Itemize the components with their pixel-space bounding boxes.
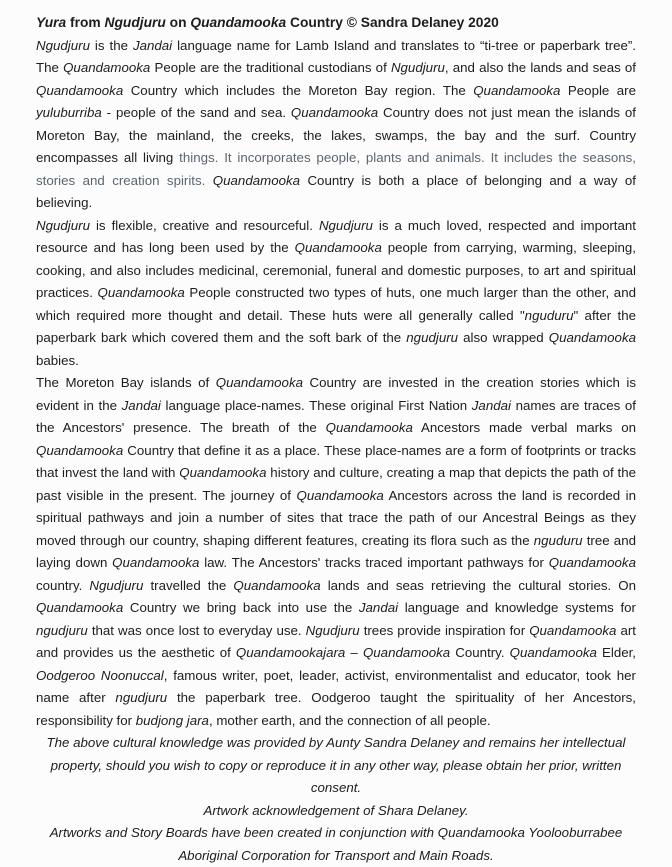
- paragraph-intro-ngudjuru: [36, 35, 636, 215]
- text-run: Artworks and Story Boards have been created in conjunction with Quandamooka Yoolooburrabee Aboriginal Corporation for Transport and Main Roads.: [49, 825, 623, 863]
- text-run: Quandamooka: [362, 645, 451, 660]
- text-run: Quandamooka: [548, 330, 636, 345]
- text-run: The Moreton Bay islands of: [36, 375, 216, 390]
- text-run: [205, 173, 212, 188]
- text-run: travelled the: [143, 577, 234, 593]
- text-run: - people of the sand and sea.: [101, 105, 291, 120]
- text-run: People constructed two types of huts, one much larger than the other, and which required more thought and detail. These huts were all generally called ": [36, 285, 636, 323]
- text-run: on: [165, 15, 191, 30]
- text-run: history and culture, creating a map that depicts the path of the past visible in the present. The journey of: [36, 465, 636, 503]
- text-run: Quandamooka: [36, 82, 124, 98]
- text-run: Country that define it as a place. These place-names are a form of footprints or tracks that invest the land with: [36, 442, 636, 480]
- text-run: Quandamooka: [325, 420, 413, 435]
- text-run: Quandamooka: [509, 645, 597, 660]
- text-run: Quandamooka: [529, 622, 617, 638]
- text-run: is flexible, creative and resourceful.: [89, 217, 319, 233]
- text-run: babies.: [36, 352, 79, 368]
- text-run: –: [345, 645, 363, 660]
- text-run: Country © Sandra Delaney 2020: [286, 15, 499, 30]
- text-run: Country.: [450, 645, 510, 660]
- text-run: trees provide inspiration for: [359, 622, 530, 638]
- footer-artwork-acknowledgement: [36, 800, 636, 823]
- text-run: ngudjuru: [406, 330, 459, 345]
- text-run: Country which includes the Moreton Bay region. The: [123, 82, 474, 98]
- text-run: people from carrying, warming, sleeping, cooking, and also includes medicinal, ceremonial, funeral and domestic purposes, to art and spiritual practices.: [36, 240, 636, 300]
- text-run: The above cultural knowledge was provided by Aunty Sandra Delaney and remains her intellectual property, should you wish to copy or reproduce it in any other way, please obtain her prior, written consent.: [46, 735, 626, 795]
- text-run: ngudjuru: [115, 690, 168, 705]
- text-run: Jandai: [132, 37, 173, 53]
- text-run: Jandai: [471, 397, 511, 413]
- text-run: language name for Lamb Island and translates to “ti-tree or paperbark tree”. The: [36, 37, 636, 75]
- text-run: People are the traditional custodians of: [150, 60, 391, 75]
- text-run: Quandamooka: [215, 375, 303, 390]
- text-run: that was once lost to everyday use.: [87, 622, 306, 638]
- text-run: also wrapped: [458, 330, 549, 345]
- text-run: Quandamooka: [190, 15, 287, 30]
- text-run: People are: [560, 82, 636, 98]
- text-run: Quandamooka: [36, 442, 124, 458]
- text-run: Quandamooka: [63, 60, 151, 75]
- text-run: Country does not just mean the islands of Moreton Bay, the mainland, the creeks, the lakes, swamps, the bay and the surf. Country encompasses all living: [36, 105, 636, 165]
- text-run: Ngudjuru: [104, 15, 166, 30]
- text-run: Quandamooka: [179, 465, 267, 480]
- text-run: Quandamooka: [294, 240, 382, 255]
- text-run: Quandamooka: [548, 555, 636, 570]
- text-run: is a much loved, respected and important resource and has long been used by the: [36, 217, 636, 255]
- text-run: Quandamooka: [212, 172, 301, 188]
- text-run: Ancestors made verbal marks on: [412, 420, 636, 435]
- text-run: ngudjuru: [36, 622, 88, 638]
- paragraph-ngudjuru-uses-huts: [36, 215, 636, 373]
- document-title: [36, 12, 636, 35]
- text-run: language place-names. These original First Nation: [160, 397, 472, 413]
- text-run: nguduru: [533, 532, 583, 548]
- text-run: , mother earth, and the connection of all people.: [208, 712, 491, 728]
- text-run: , famous writer, poet, leader, activist, environmentalist and educator, took her name after: [36, 667, 636, 705]
- text-run: Quandamooka: [97, 285, 185, 300]
- text-run: art and provides us the aesthetic of: [36, 622, 636, 660]
- text-run: Quandamooka: [290, 105, 379, 120]
- text-run: Oodgeroo Noonuccal: [36, 667, 164, 683]
- text-run: from: [66, 15, 105, 30]
- text-run: names are traces of the Ancestors' presence. The breath of the: [36, 397, 636, 435]
- text-run: Ngudjuru: [89, 577, 144, 593]
- footer-cultural-knowledge-notice: [36, 732, 636, 800]
- text-run: Quandamooka: [233, 577, 321, 593]
- text-run: nguduru: [524, 307, 574, 323]
- text-run: Artwork acknowledgement of Shara Delaney.: [203, 802, 469, 818]
- text-run: Quandamookajara: [235, 645, 346, 660]
- text-run: Quandamooka: [36, 600, 124, 615]
- text-run: the paperbark tree. Oodgeroo taught the spirituality of her Ancestors, responsibility for: [36, 690, 636, 728]
- text-run: Jandai: [121, 397, 161, 413]
- text-run: Country are invested in the creation stories which is evident in the: [36, 375, 637, 413]
- text-run: Quandamooka: [473, 82, 561, 98]
- text-run: Ngudjuru: [36, 37, 90, 53]
- text-run: Country is both a place of belonging and a way of believing.: [36, 172, 637, 210]
- text-run: Quandamooka: [112, 555, 200, 570]
- text-run: " after the paperbark bark which covered them and the soft bark of the: [36, 307, 636, 345]
- text-run: Ngudjuru: [318, 217, 373, 233]
- text-run: is the: [89, 37, 133, 53]
- text-run: law. The Ancestors' tracks traced important pathways for: [199, 555, 549, 570]
- text-run: Ancestors across the land is recorded in spiritual pathways and join a number of sites that trace the path of our Ancestral Beings as they moved through our country, shaping different features, creating its flora such as the: [36, 487, 637, 548]
- text-run: Ngudjuru: [390, 60, 445, 75]
- paragraph-creation-stories: [36, 372, 636, 732]
- text-run: lands and seas retrieving the cultural stories. On: [320, 577, 637, 593]
- text-run: country.: [36, 577, 90, 593]
- text-run: Country we bring back into use the: [123, 600, 359, 615]
- text-run: , and also the lands and seas of: [444, 60, 636, 75]
- text-run: things. It incorporates people, plants and animals. It includes the seasons, stories and creation spirits.: [36, 150, 636, 188]
- text-run: Ngudjuru: [305, 622, 360, 638]
- footer-artworks-story-boards: [36, 822, 636, 867]
- text-run: Yura: [36, 15, 67, 30]
- text-run: Jandai: [358, 600, 399, 615]
- text-run: budjong jara: [135, 712, 209, 728]
- text-run: tree and laying down: [36, 532, 636, 570]
- text-run: Quandamooka: [296, 487, 384, 503]
- text-run: Ngudjuru: [36, 217, 90, 233]
- text-run: yuluburriba: [36, 105, 102, 120]
- text-run: Elder,: [596, 645, 636, 660]
- text-run: language and knowledge systems for: [398, 600, 636, 615]
